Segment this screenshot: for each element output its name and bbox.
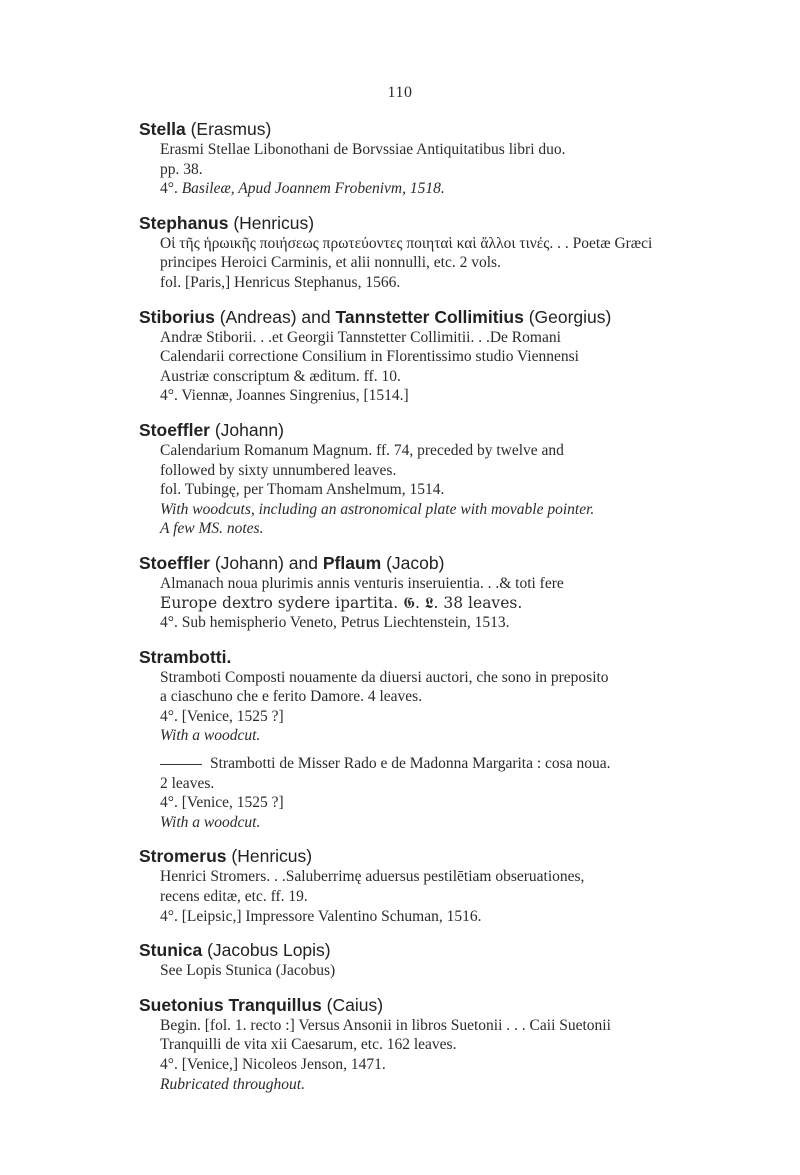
title-line: Europe dextro sydere ipartita. 𝕲. 𝕷. 38 leaves. xyxy=(160,593,523,612)
title-line: principes Heroici Carminis, et alii nonnulli, etc. 2 vols. xyxy=(160,254,501,272)
author-forename: (Johann) xyxy=(214,419,284,440)
entry-stella xyxy=(139,118,739,199)
entry-body xyxy=(139,328,739,406)
entry-stiborius xyxy=(139,306,739,406)
entry-suetonius xyxy=(139,994,739,1094)
title-line: Stramboti Composti nouamente da diuersi auctori, che sono in preposito xyxy=(160,668,609,686)
title-line: Strambotti de Misser Rado e de Madonna Margarita : cosa noua. xyxy=(160,754,739,774)
imprint-line: 4°. [Venice, 1525 ?] xyxy=(160,707,284,725)
cross-reference: See Lopis Stunica (Jacobus) xyxy=(160,962,336,980)
author-name: Suetonius Tranquillus xyxy=(139,994,322,1015)
title-line: Calendarium Romanum Magnum. ff. 74, preceded by twelve and xyxy=(160,441,564,459)
entry-heading xyxy=(139,118,739,140)
author-name: Stromerus xyxy=(139,846,227,867)
entry-body xyxy=(139,867,739,926)
catalogue-entries xyxy=(139,118,739,1107)
author-forename: (Henricus) xyxy=(233,212,315,233)
title-line: Austriæ conscriptum & æditum. ff. 10. xyxy=(160,367,401,385)
imprint-line xyxy=(160,179,739,199)
author-name: Stunica xyxy=(139,940,203,961)
title-line: Henrici Stromers. . .Saluberrimę aduersus pestilētiam obseruationes, xyxy=(160,868,585,886)
imprint-line: fol. Tubingę, per Thomam Anshelmum, 1514. xyxy=(160,481,445,499)
imprint-line: 4°. [Leipsic,] Impressore Valentino Schuman, 1516. xyxy=(160,907,482,925)
title-line: Calendarii correctione Consilium in Florentissimo studio Viennensi xyxy=(160,348,579,366)
entry-body xyxy=(139,441,739,539)
entry-body xyxy=(139,140,739,199)
author-name: Stephanus xyxy=(139,212,229,233)
note-line: A few MS. notes. xyxy=(160,520,264,538)
author-name: Stella xyxy=(139,119,186,139)
author-name: Strambotti. xyxy=(139,646,232,667)
ditto-dash xyxy=(160,764,202,765)
collation-line: 2 leaves. xyxy=(160,774,215,792)
title-line: Andræ Stiborii. . .et Georgii Tannstetter Collimitii. . .De Romani xyxy=(160,328,561,346)
entry-heading xyxy=(139,212,739,234)
entry-stoeffler-pflaum xyxy=(139,552,739,633)
entry-body xyxy=(139,1016,739,1094)
collation-line: pp. 38. xyxy=(160,160,203,178)
coauthor-name: Pflaum xyxy=(322,552,382,573)
entry-stoeffler xyxy=(139,419,739,539)
title-line: Erasmi Stellae Libonothani de Borvssiae Antiquitatibus libri duo. xyxy=(160,141,566,158)
entry-stromerus xyxy=(139,845,739,926)
author-forename: (Henricus) xyxy=(231,846,313,867)
title-line: Almanach noua plurimis annis venturis inseruientia. . .& toti fere xyxy=(160,574,564,592)
imprint-line: 4°. Viennæ, Joannes Singrenius, [1514.] xyxy=(160,387,409,405)
title-line: Οἱ τῆς ἡρωικῆς ποιήσεως πρωτεύοντες ποιηταὶ καὶ ἄλλοι τινές. . . Poetæ Græci xyxy=(160,234,653,252)
author-name: Stoeffler xyxy=(139,552,210,573)
imprint-line: fol. [Paris,] Henricus Stephanus, 1566. xyxy=(160,273,401,291)
entry-heading xyxy=(139,845,739,867)
author-forename: (Johann) and xyxy=(214,552,318,573)
note-line: With woodcuts, including an astronomical plate with movable pointer. xyxy=(160,500,595,518)
coauthor-forename: (Jacob) xyxy=(386,552,445,573)
author-forename: (Jacobus Lopis) xyxy=(207,940,331,961)
entry-strambotti xyxy=(139,646,739,833)
title-line: followed by sixty unnumbered leaves. xyxy=(160,461,397,479)
title-line: Tranquilli de vita xii Caesarum, etc. 162 leaves. xyxy=(160,1036,457,1054)
author-name: Stiborius xyxy=(139,306,215,327)
page-number: 110 xyxy=(387,84,413,101)
coauthor-forename: (Georgius) xyxy=(528,306,612,327)
author-forename: (Erasmus) xyxy=(190,119,272,139)
entry-heading xyxy=(139,552,739,574)
title-line: Begin. [fol. 1. recto :] Versus Ansonii in libros Suetonii . . . Caii Suetonii xyxy=(160,1016,611,1034)
entry-body xyxy=(139,961,739,981)
entry-stunica xyxy=(139,939,739,981)
imprint: Basileæ, Apud Joannem Frobenivm, 1518. xyxy=(181,180,445,198)
note-line: With a woodcut. xyxy=(160,813,261,831)
entry-heading xyxy=(139,306,739,328)
note-line: With a woodcut. xyxy=(160,727,261,745)
entry-heading xyxy=(139,419,739,441)
entry-heading xyxy=(139,939,739,961)
sub-entry xyxy=(160,754,739,832)
author-forename: (Andreas) and xyxy=(219,306,331,327)
title-line: recens editæ, etc. ff. 19. xyxy=(160,888,308,906)
coauthor-name: Tannstetter Collimitius xyxy=(335,306,524,327)
entry-body xyxy=(139,668,739,833)
entry-heading xyxy=(139,994,739,1016)
note-line: Rubricated throughout. xyxy=(160,1075,305,1093)
entry-body xyxy=(139,234,739,293)
entry-body xyxy=(139,574,739,633)
imprint-line: 4°. [Venice, 1525 ?] xyxy=(160,794,284,812)
entry-heading xyxy=(139,646,739,668)
title-line: a ciaschuno che e ferito Damore. 4 leaves. xyxy=(160,688,423,706)
format: 4°. xyxy=(160,180,178,198)
imprint-line: 4°. [Venice,] Nicoleos Jenson, 1471. xyxy=(160,1056,386,1073)
author-name: Stoeffler xyxy=(139,419,210,440)
author-forename: (Caius) xyxy=(326,994,384,1015)
entry-stephanus xyxy=(139,212,739,293)
imprint-line: 4°. Sub hemispherio Veneto, Petrus Liechtenstein, 1513. xyxy=(160,614,510,632)
